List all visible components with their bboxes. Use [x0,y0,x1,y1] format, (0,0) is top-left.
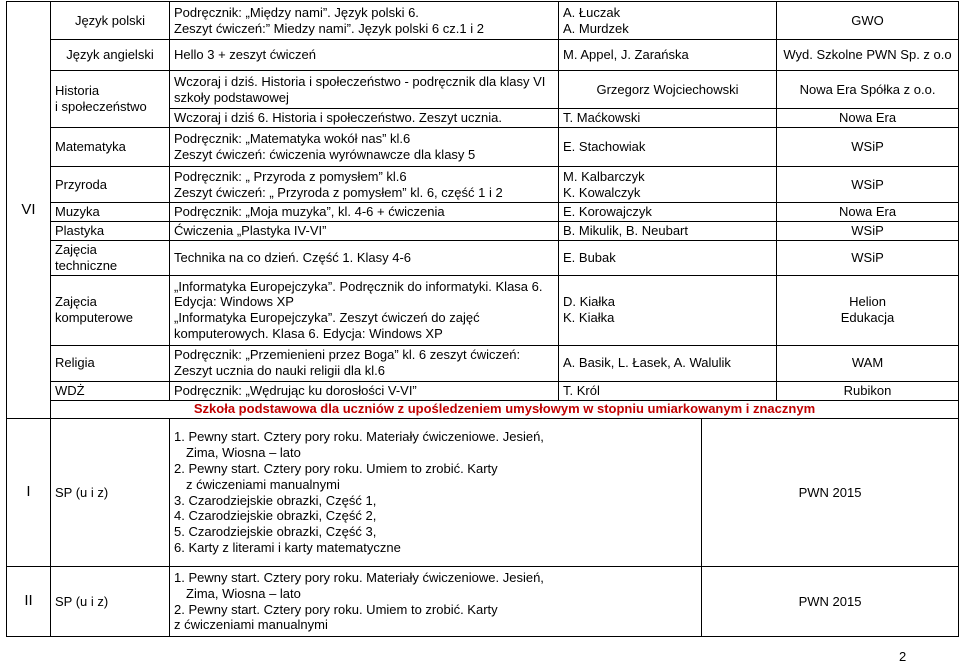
book-technika: Technika na co dzień. Część 1. Klasy 4-6 [170,240,559,275]
publisher-religia: WAM [777,345,959,381]
publisher-historia-2: Nowa Era [777,109,959,128]
publisher-polski: GWO [777,2,959,40]
list-item: 1. Pewny start. Cztery pory roku. Materiały ćwiczeniowe. Jesień, [174,429,544,445]
table-row [7,275,959,345]
class-ii-label: II [7,567,51,637]
table-row [7,71,959,109]
subject-wdz: WDŻ [51,381,170,400]
subject-historia: Historia i społeczeństwo [51,71,170,128]
page-number: 2 [899,649,907,664]
textbook-table [6,1,959,637]
table-row [7,345,959,381]
table-row [7,40,959,71]
list-item: 5. Czarodziejskie obrazki, Część 3, [174,524,377,540]
class-vi-label: VI [7,2,51,419]
list-item: z ćwiczeniami manualnymi [174,617,328,633]
list-item: 4. Czarodziejskie obrazki, Część 2, [174,508,377,524]
list-item: 2. Pewny start. Cztery pory roku. Umiem to zrobić. Karty [174,601,498,617]
table-row [7,167,959,203]
publisher-komputerowe: Helion Edukacja [777,275,959,345]
subject-angielski: Język angielski [51,40,170,71]
author-religia: A. Basik, L. Łasek, A. Walulik [559,345,777,381]
publisher-plastyka: WSiP [777,221,959,240]
list-item: Zima, Wiosna – lato [186,445,301,460]
author-technika: E. Bubak [559,240,777,275]
book-komputerowe: „Informatyka Europejczyka”. Podręcznik do informatyki. Klasa 6. Edycja: Windows XP „Informatyka Europejczyka”. Zeszyt ćwiczeń do zajęć komputerowych. Klasa 6. Edycja: Windows XP [170,275,559,345]
subject-komputerowe: Zajęcia komputerowe [51,275,170,345]
list-item: 1. Pewny start. Cztery pory roku. Materiały ćwiczeniowe. Jesień, [174,569,544,585]
table-row [7,2,959,40]
subject-matematyka: Matematyka [51,128,170,167]
list-item: z ćwiczeniami manualnymi [186,476,340,492]
book-historia-2: Wczoraj i dziś 6. Historia i społeczeństwo. Zeszyt ucznia. [170,109,559,128]
table-row [7,567,959,637]
subject-muzyka: Muzyka [51,203,170,222]
subject-technika: Zajęcia techniczne [51,240,170,275]
books-class-ii [170,567,702,637]
book-polski: Podręcznik: „Między nami”. Język polski 6. Zeszyt ćwiczeń:” Miedzy nami”. Język polski 6 cz.1 i 2 [170,2,559,40]
publisher-class-ii: PWN 2015 [702,567,959,637]
list-item: 3. Czarodziejskie obrazki, Część 1, [174,492,377,508]
book-angielski: Hello 3 + zeszyt ćwiczeń [170,40,559,71]
book-matematyka: Podręcznik: „Matematyka wokół nas” kl.6 Zeszyt ćwiczeń: ćwiczenia wyrównawcze dla klasy 5 [170,128,559,167]
publisher-przyroda: WSiP [777,167,959,203]
author-angielski: M. Appel, J. Zarańska [559,40,777,71]
book-wdz: Podręcznik: „Wędrując ku dorosłości V-VI” [170,381,559,400]
author-muzyka: E. Korowajczyk [559,203,777,222]
book-przyroda: Podręcznik: „ Przyroda z pomysłem” kl.6 Zeszyt ćwiczeń: „ Przyroda z pomysłem” kl. 6, część 1 i 2 [170,167,559,203]
book-muzyka: Podręcznik: „Moja muzyka”, kl. 4-6 + ćwiczenia [170,203,559,222]
table-row [7,400,959,418]
publisher-muzyka: Nowa Era [777,203,959,222]
subject-przyroda: Przyroda [51,167,170,203]
list-item: 6. Karty z literami i karty matematyczne [174,540,401,556]
table-row [7,419,959,567]
author-matematyka: E. Stachowiak [559,128,777,167]
book-religia: Podręcznik: „Przemienieni przez Boga” kl. 6 zeszyt ćwiczeń: Zeszyt ucznia do nauki religii dla kl.6 [170,345,559,381]
author-historia-1: Grzegorz Wojciechowski [559,71,777,109]
subject-plastyka: Plastyka [51,221,170,240]
book-historia-1: Wczoraj i dziś. Historia i społeczeństwo - podręcznik dla klasy VI szkoły podstawowej [170,71,559,109]
author-przyroda: M. Kalbarczyk K. Kowalczyk [559,167,777,203]
subject-religia: Religia [51,345,170,381]
subject-class-i: SP (u i z) [51,419,170,567]
special-school-heading: Szkoła podstawowa dla uczniów z upośledzeniem umysłowym w stopniu umiarkowanym i znacznym [51,400,959,418]
subject-class-ii: SP (u i z) [51,567,170,637]
author-wdz: T. Król [559,381,777,400]
list-item: 2. Pewny start. Cztery pory roku. Umiem to zrobić. Karty [174,460,498,476]
publisher-matematyka: WSiP [777,128,959,167]
table-row [7,221,959,240]
author-polski: A. Łuczak A. Murdzek [559,2,777,40]
publisher-class-i: PWN 2015 [702,419,959,567]
publisher-technika: WSiP [777,240,959,275]
publisher-historia-1: Nowa Era Spółka z o.o. [777,71,959,109]
table-row [7,240,959,275]
author-plastyka: B. Mikulik, B. Neubart [559,221,777,240]
subject-polski: Język polski [51,2,170,40]
books-class-i [170,419,702,567]
class-i-label: I [7,419,51,567]
table-row [7,381,959,400]
author-komputerowe: D. Kiałka K. Kiałka [559,275,777,345]
author-historia-2: T. Maćkowski [559,109,777,128]
publisher-wdz: Rubikon [777,381,959,400]
publisher-angielski: Wyd. Szkolne PWN Sp. z o.o [777,40,959,71]
table-row [7,128,959,167]
table-row [7,203,959,222]
list-item: Zima, Wiosna – lato [186,585,301,601]
book-plastyka: Ćwiczenia „Plastyka IV-VI” [170,221,559,240]
